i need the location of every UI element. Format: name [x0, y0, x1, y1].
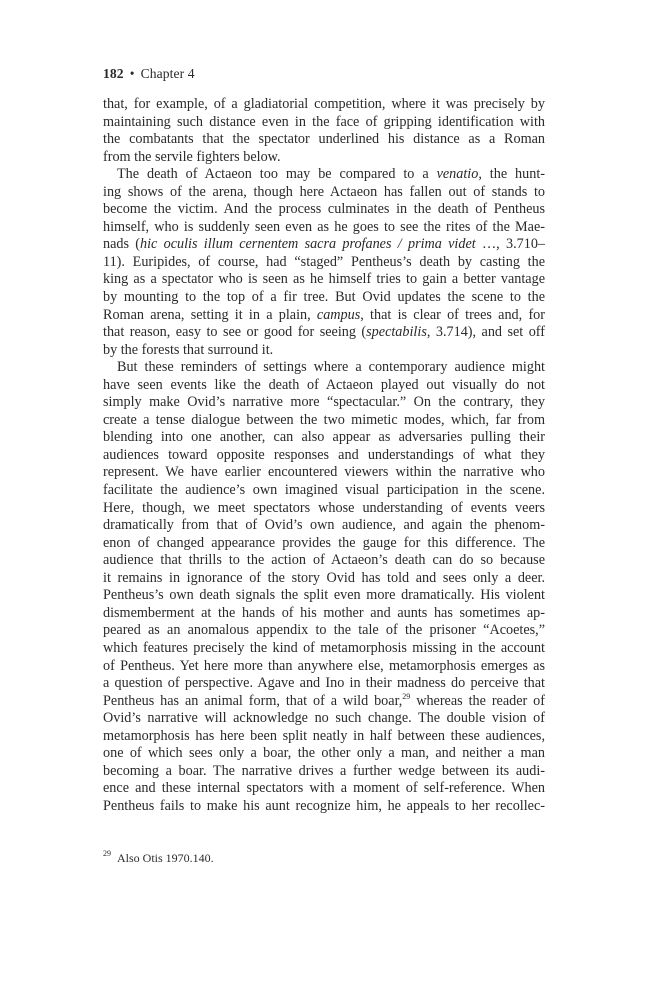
- italic-text: campus: [316, 306, 361, 323]
- text-segment: have seen events like the death of Actaeon played out visually do not: [103, 376, 545, 393]
- text-line: [103, 552, 545, 570]
- text-segment: king as a spectator who is seen as he himself tries to gain a better vantage: [103, 271, 545, 288]
- text-segment: a question of perspective. Agave and Ino in their madness do perceive that: [103, 675, 545, 692]
- text-line: [103, 728, 545, 746]
- text-segment: 11). Euripides, of course, had “staged” Pentheus’s death by casting the: [103, 253, 545, 270]
- text-segment: , 3.714), and set off: [426, 324, 545, 341]
- text-segment: whereas the reader of: [410, 692, 545, 709]
- text-line: [103, 271, 545, 289]
- text-line: [103, 798, 545, 816]
- text-segment: the combatants that the spectator underlined his distance as a Roman: [103, 131, 545, 148]
- text-segment: The death of Actaeon too may be compared to a: [117, 166, 437, 183]
- text-line: [103, 429, 545, 447]
- text-segment: facilitate the audience’s own imagined visual participation in the scene.: [103, 482, 545, 499]
- text-segment: ing shows of the arena, though here Actaeon has fallen out of stands to: [103, 183, 545, 200]
- text-line: [103, 517, 545, 535]
- text-line: [103, 254, 545, 272]
- italic-text: spectabilis: [366, 324, 427, 341]
- text-line: [103, 570, 545, 588]
- page-number: 182: [103, 66, 124, 81]
- text-line: [103, 710, 545, 728]
- text-line: [103, 324, 545, 342]
- text-segment: Pentheus’s own death signals the split even more dramatically. His violent: [103, 587, 545, 604]
- text-line: [103, 394, 545, 412]
- text-line: [103, 622, 545, 640]
- text-segment: that reason, easy to see or good for seeing (: [103, 324, 367, 341]
- footnote: [103, 851, 214, 866]
- text-segment: Pentheus fails to make his aunt recognize him, he appeals to her recollec-: [103, 797, 545, 814]
- text-line: [103, 114, 545, 132]
- text-segment: that, for example, of a gladiatorial competition, where it was precisely by: [103, 96, 545, 112]
- text-line: [103, 745, 545, 763]
- text-line: [103, 342, 545, 360]
- text-segment: Here, though, we meet spectators whose understanding of events veers: [103, 499, 545, 516]
- text-segment: simply make Ovid’s narrative more “spectacular.” On the contrary, they: [103, 394, 545, 411]
- italic-text: hic oculis illum cernentem sacra profanes / prima videt: [140, 236, 476, 253]
- footnote-ref: 29: [402, 692, 411, 701]
- text-segment: audiences toward opposite responses and understandings of what they: [103, 446, 545, 463]
- text-segment: Ovid’s narrative will acknowledge no such change. The double vision of: [103, 710, 545, 727]
- text-segment: But these reminders of settings where a contemporary audience might: [117, 359, 545, 376]
- text-line: [103, 412, 545, 430]
- text-segment: Pentheus has an animal form, that of a wild boar,: [103, 692, 403, 709]
- text-line: [103, 640, 545, 658]
- text-segment: it remains in ignorance of the story Ovid has told and sees only a deer.: [103, 569, 545, 586]
- text-line: [103, 693, 545, 711]
- text-line: [103, 482, 545, 500]
- text-segment: Roman arena, setting it in a plain,: [103, 306, 317, 323]
- text-segment: himself, who is suddenly seen even as he goes to see the rites of the Mae-: [103, 218, 545, 235]
- text-line: [103, 131, 545, 149]
- text-segment: audience that thrills to the action of Actaeon’s death can do so because: [103, 552, 545, 569]
- text-segment: by the forests that surround it.: [103, 341, 274, 358]
- text-line: [103, 166, 545, 184]
- text-line: [103, 605, 545, 623]
- text-line: [103, 307, 545, 325]
- text-segment: one of which sees only a boar, the other only a man, and neither a man: [103, 745, 545, 762]
- text-segment: metamorphosis has here been split neatly in half between these audiences,: [103, 727, 545, 744]
- text-segment: maintaining such distance even in the face of gripping identification with: [103, 113, 545, 130]
- text-segment: nads (: [103, 236, 141, 253]
- text-line: [103, 464, 545, 482]
- chapter-label: Chapter 4: [140, 66, 195, 81]
- text-line: [103, 763, 545, 781]
- text-segment: enon of changed appearance provides the gauge for this difference. The: [103, 534, 545, 551]
- text-segment: dramatically from that of Ovid’s own audience, and again the phenom-: [103, 517, 545, 534]
- text-line: [103, 675, 545, 693]
- text-line: [103, 184, 545, 202]
- text-segment: by mounting to the top of a fir tree. But Ovid updates the scene to the: [103, 289, 545, 306]
- text-line: [103, 219, 545, 237]
- text-segment: which features precisely the kind of metamorphosis missing in the account: [103, 639, 545, 656]
- footnote-text: Also Otis 1970.140.: [117, 851, 214, 865]
- footnote-marker: 29: [103, 849, 111, 858]
- text-line: [103, 780, 545, 798]
- text-line: [103, 377, 545, 395]
- text-segment: dismemberment at the hands of his mother and aunts has sometimes ap-: [103, 604, 545, 621]
- text-segment: , the hunt-: [478, 166, 545, 183]
- text-line: [103, 535, 545, 553]
- text-segment: becoming a boar. The narrative drives a further wedge between its audi-: [103, 762, 545, 779]
- text-line: [103, 658, 545, 676]
- text-segment: represent. We have earlier encountered viewers within the narrative who: [103, 464, 545, 481]
- italic-text: venatio: [436, 166, 479, 183]
- text-line: [103, 359, 545, 377]
- text-segment: become the victim. And the process culminates in the death of Pentheus: [103, 201, 545, 218]
- text-segment: from the servile fighters below.: [103, 148, 281, 165]
- text-line: [103, 500, 545, 518]
- text-segment: of Pentheus. Yet here more than anywhere else, metamorphosis emerges as: [103, 657, 545, 674]
- text-segment: peared as an anomalous appendix to the tale of the prisoner “Acoetes,”: [103, 622, 545, 639]
- text-line: [103, 447, 545, 465]
- text-segment: , that is clear of trees and, for: [360, 306, 545, 323]
- text-line: [103, 587, 545, 605]
- text-segment: …, 3.710–: [475, 236, 545, 253]
- text-line: [103, 149, 545, 167]
- text-line: [103, 289, 545, 307]
- text-line: [103, 236, 545, 254]
- running-head: [103, 66, 195, 82]
- text-segment: create a tense dialogue between the two mimetic modes, which, far from: [103, 411, 545, 428]
- text-line: [103, 96, 545, 114]
- text-line: [103, 201, 545, 219]
- text-segment: ence and these internal spectators with a moment of self-reference. When: [103, 780, 545, 797]
- text-segment: blending into one another, can also appear as adversaries pulling their: [103, 429, 545, 446]
- body-text: [103, 96, 545, 815]
- header-separator: •: [129, 66, 135, 81]
